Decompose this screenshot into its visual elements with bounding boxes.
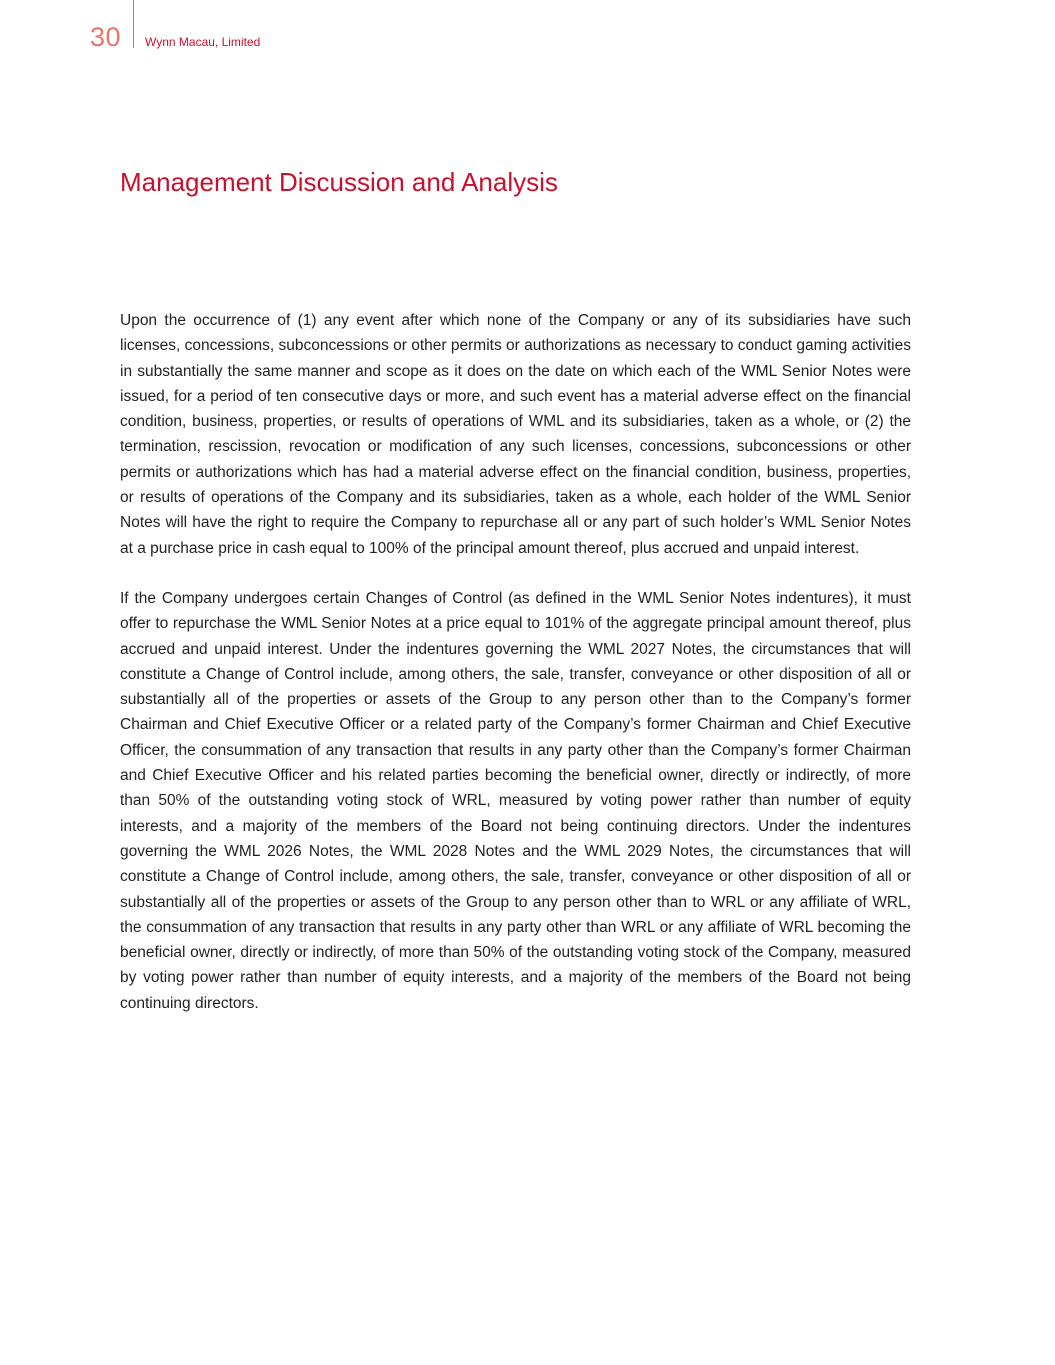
paragraph-change-of-licenses: Upon the occurrence of (1) any event after which none of the Company or any of its subsidiaries have such licenses, concessions, subconcessions or other permits or authorizations as necessary to conduct gaming activities in substantially the same manner and scope as it does on the date on which each of the WML Senior Notes were issued, for a period of ten consecutive days or more, and such event has a material adverse effect on the financial condition, business, properties, or results of operations of WML and its subsidiaries, taken as a whole, or (2) the termination, rescission, revocation or modification of any such licenses, concessions, subconcessions or other permits or authorizations which has had a material adverse effect on the financial condition, business, properties, or results of operations of the Company and its subsidiaries, taken as a whole, each holder of the WML Senior Notes will have the right to require the Company to repurchase all or any part of such holder’s WML Senior Notes at a purchase price in cash equal to 100% of the principal amount thereof, plus accrued and unpaid interest. (120, 312, 911, 557)
company-name: Wynn Macau, Limited (145, 35, 261, 49)
header-divider (133, 0, 134, 48)
body-text (120, 308, 911, 1041)
section-title: Management Discussion and Analysis (120, 167, 558, 197)
paragraph-change-of-control: If the Company undergoes certain Changes of Control (as defined in the WML Senior Notes indentures), it must offer to repurchase the WML Senior Notes at a price equal to 101% of the aggregate principal amount thereof, plus accrued and unpaid interest. Under the indentures governing the WML 2027 Notes, the circumstances that will constitute a Change of Control include, among others, the sale, transfer, conveyance or other disposition of all or substantially all of the properties or assets of the Group to any person other than to the Company’s former Chairman and Chief Executive Officer or a related party of the Company’s former Chairman and Chief Executive Officer, the consummation of any transaction that results in any party other than the Company’s former Chairman and Chief Executive Officer and his related parties becoming the beneficial owner, directly or indirectly, of more than 50% of the outstanding voting stock of WRL, measured by voting power rather than number of equity interests, and a majority of the members of the Board not being continuing directors. Under the indentures governing the WML 2026 Notes, the WML 2028 Notes and the WML 2029 Notes, the circumstances that will constitute a Change of Control include, among others, the sale, transfer, conveyance or other disposition of all or substantially all of the properties or assets of the Group to any person other than to WRL or any affiliate of WRL, the consummation of any transaction that results in any party other than WRL or any affiliate of WRL becoming the beneficial owner, directly or indirectly, of more than 50% of the outstanding voting stock of the Company, measured by voting power rather than number of equity interests, and a majority of the members of the Board not being continuing directors. (120, 589, 911, 1012)
page-number: 30 (90, 22, 122, 52)
